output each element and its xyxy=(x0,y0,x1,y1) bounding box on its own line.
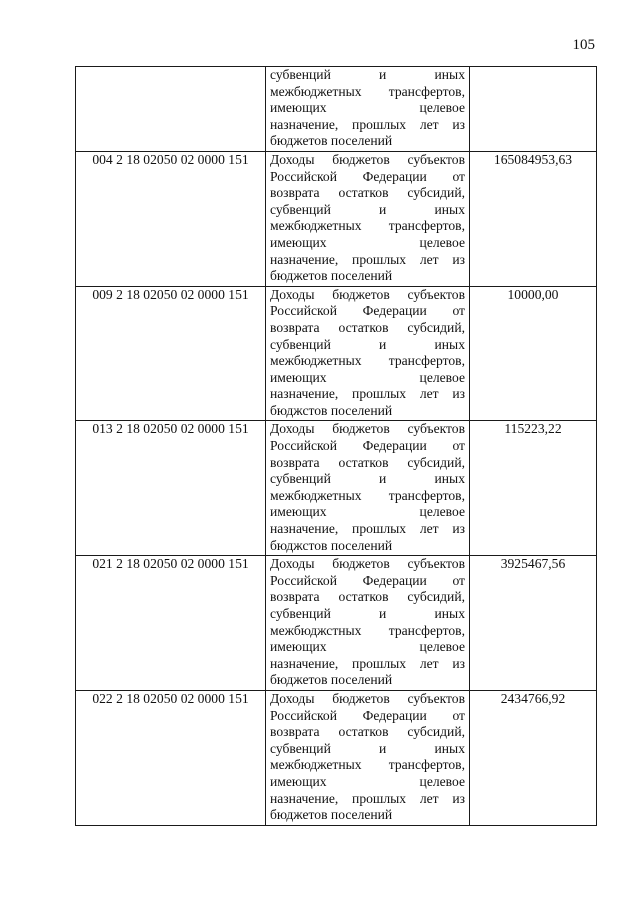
description-line: имеющих целевое xyxy=(270,773,465,789)
table-row xyxy=(76,286,597,421)
description-line: субвенций и иных xyxy=(270,67,465,82)
page-number: 105 xyxy=(572,37,595,53)
description-line: бюджетов поселений xyxy=(270,268,393,284)
budget-code-cell: 013 2 18 02050 02 0000 151 xyxy=(76,421,266,556)
description-line: имеющих целевое xyxy=(270,100,465,116)
description-line: назначение, прошлых лет из xyxy=(270,116,465,132)
description-line: бюджетов поселений xyxy=(270,807,393,823)
description-line: имеющих целевое xyxy=(270,369,465,385)
amount-cell xyxy=(470,67,597,152)
description-line: Российской Федерации от xyxy=(270,303,465,319)
table-row xyxy=(76,556,597,691)
description-cell xyxy=(266,286,470,421)
description-cell xyxy=(266,67,470,152)
description-line: субвенций и иных xyxy=(270,606,465,621)
description-line: межбюджетных трансфертов, xyxy=(270,353,465,369)
description-line: назначение, прошлых лет из xyxy=(270,790,465,806)
amount-cell: 3925467,56 xyxy=(470,556,597,691)
amount-cell: 115223,22 xyxy=(470,421,597,556)
revenue-table xyxy=(75,66,597,826)
description-line: назначение, прошлых лет из xyxy=(270,655,465,671)
description-line: бюджетов поселений xyxy=(270,672,393,688)
description-line: субвенций и иных xyxy=(270,471,465,487)
description-line: возврата остатков субсидий, xyxy=(270,724,465,740)
budget-code-cell: 022 2 18 02050 02 0000 151 xyxy=(76,690,266,825)
description-line: субвенций и иных xyxy=(270,740,465,756)
description-line: назначение, прошлых лет из xyxy=(270,521,465,537)
description-line: субвенций и иных xyxy=(270,336,465,352)
description-line: Доходы бюджетов субъектов xyxy=(270,421,465,437)
description-line: имеющих целевое xyxy=(270,234,465,250)
description-cell xyxy=(266,556,470,691)
description-cell xyxy=(266,421,470,556)
table-row xyxy=(76,151,597,286)
description-line: Российской Федерации от xyxy=(270,168,465,184)
description-line: Доходы бюджетов субъектов xyxy=(270,151,465,167)
description-line: межбюджетных трансфертов, xyxy=(270,487,465,503)
description-line: межбюджстных трансфертов, xyxy=(270,622,465,638)
description-line: Российской Федерации от xyxy=(270,707,465,723)
description-line: Российской Федерации от xyxy=(270,438,465,454)
description-line: возврата остатков субсидий, xyxy=(270,454,465,470)
description-line: бюджстов поселений xyxy=(270,537,393,553)
description-line: межбюджетных трансфертов, xyxy=(270,83,465,99)
table-row xyxy=(76,690,597,825)
description-line: Доходы бюджетов субъектов xyxy=(270,556,465,572)
description-line: Российской Федерации от xyxy=(270,572,465,588)
budget-code-cell: 009 2 18 02050 02 0000 151 xyxy=(76,286,266,421)
table-row xyxy=(76,67,597,152)
description-line: возврата остатков субсидий, xyxy=(270,319,465,335)
amount-cell: 10000,00 xyxy=(470,286,597,421)
description-cell xyxy=(266,690,470,825)
description-line: назначение, прошлых лет из xyxy=(270,386,465,402)
description-line: имеющих целевое xyxy=(270,639,465,655)
description-line: возврата остатков субсидий, xyxy=(270,185,465,201)
description-line: Доходы бюджетов субъектов xyxy=(270,286,465,302)
budget-code-cell xyxy=(76,67,266,152)
amount-cell: 2434766,92 xyxy=(470,690,597,825)
budget-code-cell: 021 2 18 02050 02 0000 151 xyxy=(76,556,266,691)
description-line: Доходы бюджетов субъектов xyxy=(270,690,465,706)
description-line: имеющих целевое xyxy=(270,504,465,520)
description-line: бюджетов поселений xyxy=(270,133,393,149)
description-line: межбюджетных трансфертов, xyxy=(270,757,465,773)
description-cell xyxy=(266,151,470,286)
budget-code-cell: 004 2 18 02050 02 0000 151 xyxy=(76,151,266,286)
amount-cell: 165084953,63 xyxy=(470,151,597,286)
description-line: назначение, прошлых лет из xyxy=(270,251,465,267)
description-line: возврата остатков субсидий, xyxy=(270,589,465,605)
description-line: бюджстов поселений xyxy=(270,402,393,418)
description-line: межбюджетных трансфертов, xyxy=(270,218,465,234)
description-line: субвенций и иных xyxy=(270,201,465,217)
table-row xyxy=(76,421,597,556)
